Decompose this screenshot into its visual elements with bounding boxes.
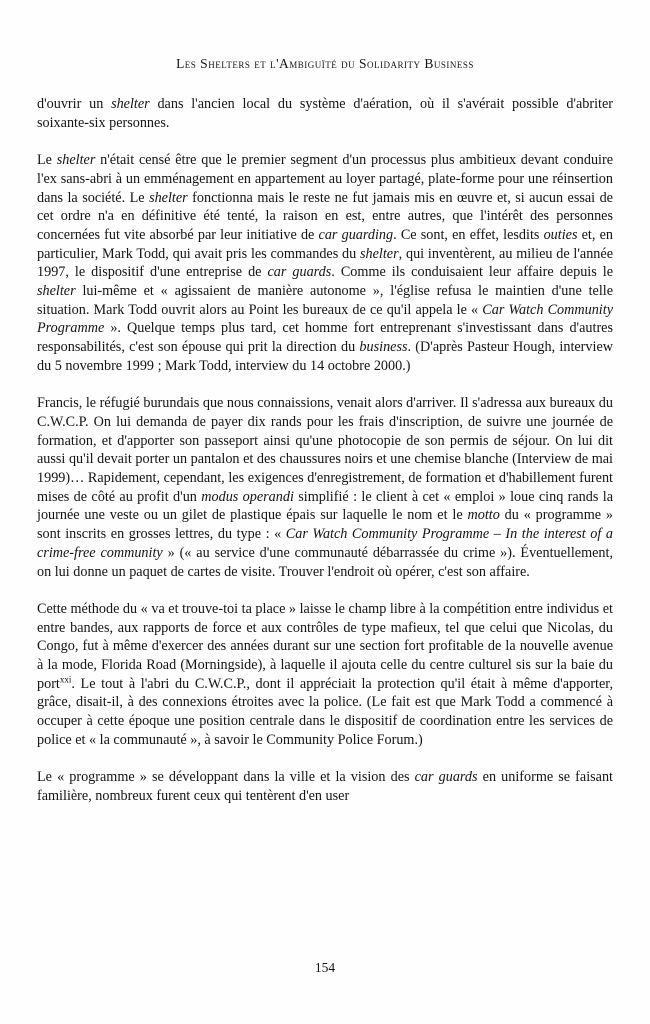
text-run: Le « programme » se développant dans la ville et la vision des xyxy=(37,769,415,786)
page-number: 154 xyxy=(314,960,336,975)
paragraph xyxy=(37,95,613,132)
endnote-marker: xxi xyxy=(59,674,72,685)
text-run: n'était censé être que le premier segment d'un processus plus ambitieux devant conduire l'ex sans-abri à un emménagement en appartement au loyer partagé, plate-forme pour une réinsertion dans la société. Le xyxy=(37,152,614,206)
text-run: Le xyxy=(37,152,57,169)
text-run: et, en particulier, Mark Todd, qui avait pris les commandes du xyxy=(37,226,613,262)
italic-run: car guarding xyxy=(318,226,394,243)
paragraph xyxy=(37,394,613,581)
text-run: , qui inventèrent, au milieu de l'année 1997, le dispositif d'une entreprise de xyxy=(37,245,613,281)
text-run: dans l'ancien local du système d'aération, où il s'avérait possible d'abriter soixante-six personnes. xyxy=(37,96,613,131)
text-run: ». Quelque temps plus tard, cet homme fort entreprenant s'investissant dans d'autres responsabilités, c'est son épouse qui prit la direction du xyxy=(37,320,613,356)
text-run: d'ouvrir un xyxy=(37,96,112,112)
italic-run: shelter xyxy=(111,96,150,112)
italic-run: car guards xyxy=(414,769,478,786)
italic-run: shelter xyxy=(149,189,188,206)
text-run: . Le tout à l'abri du C.W.C.P., dont il appréciait la protection qu'il était à même d'apporter, grâce, disait-il, à des connexions étroites avec la police. (Le fait est que Mark Todd a commencé à occuper à cette époque une position centrale dans le dispositif de coordination entre les services de police et « la communauté », à savoir le Community Police Forum.) xyxy=(37,675,613,748)
italic-run: Car Watch Community Programme xyxy=(37,301,613,337)
paragraph xyxy=(37,768,613,805)
text-run: . (D'après Pasteur Hough, interview du 5 novembre 1999 ; Mark Todd, interview du 14 octobre 2000.) xyxy=(37,339,613,374)
paragraph xyxy=(37,151,613,375)
italic-run: modus operandi xyxy=(201,488,294,505)
document-body xyxy=(37,95,613,806)
italic-run: Car Watch Community Programme – In the interest of a crime-free community xyxy=(37,526,613,561)
text-run: Francis, le réfugié burundais que nous connaissions, venait alors d'arriver. Il s'adressa aux bureaux du C.W.C.P. On lui demanda de payer dix rands pour les frais d'inscription, de suivre une journée de formation, et d'apporter son passeport ainsi qu'une photocopie de son permis de séjour. On lui dit aussi qu'il devait porter un pantalon et des chaussures noirs et une chemise blanche (Interview de mai 1999)… Rapidement, cependant, les exigences d'enregistrement, de formation et d'habillement furent mises de côté au profit d'un xyxy=(37,395,613,505)
text-run: Cette méthode du « va et trouve-toi ta place » laisse le champ libre à la compétition entre individus et entre bandes, aux rapports de force et aux contrôles de type mafieux, tel que celui que Nicolas, du Congo, fut à même d'exercer des années durant sur une section fort profitable de la nouvelle avenue à la mode, Florida Road (Morningside), à laquelle il ajouta celle du centre culturel sis sur la baie du port xyxy=(37,600,613,692)
italic-run: outies xyxy=(543,226,578,243)
text-run: . Comme ils conduisaient leur affaire depuis le xyxy=(331,264,613,281)
italic-run: shelter xyxy=(56,152,96,169)
text-run: lui-même et « agissaient de manière autonome », l'église refusa le maintien d'une telle situation. Mark Todd ouvrit alors au Point les bureaux de ce qu'il appela le « xyxy=(37,283,613,318)
text-run: . Ce sont, en effet, lesdits xyxy=(393,226,544,243)
text-run: en uniforme se faisant familière, nombreux furent ceux qui tentèrent d'en user xyxy=(37,769,614,804)
italic-run: shelter xyxy=(360,245,399,262)
text-run: » (« au service d'une communauté débarrassée du crime »). Éventuellement, on lui donne un paquet de cartes de visite. Trouver l'endroit où opérer, c'est son affaire. xyxy=(37,544,613,580)
italic-run: car guards xyxy=(267,264,332,281)
italic-run: motto xyxy=(467,507,500,524)
italic-run: business xyxy=(359,339,408,356)
paragraph xyxy=(37,600,613,750)
running-header: Les Shelters et l'Ambiguïté du Solidarity Business xyxy=(176,56,474,71)
text-run: du « programme » sont inscrits en grosses lettres, du type : « xyxy=(37,507,613,543)
text-run: simplifié : le client à cet « emploi » loue cinq rands la journée une veste ou un gilet de plastique épais sur laquelle le nom et le xyxy=(37,488,613,524)
italic-run: shelter xyxy=(37,283,76,300)
text-run: fonctionna mais le reste ne fut jamais mis en œuvre et, si aucun essai de cet ordre n'a en définitive été tenté, la raison en est, entre autres, que l'intérêt des personnes concernées fut vite absorbé par leur initiative de xyxy=(37,189,613,243)
